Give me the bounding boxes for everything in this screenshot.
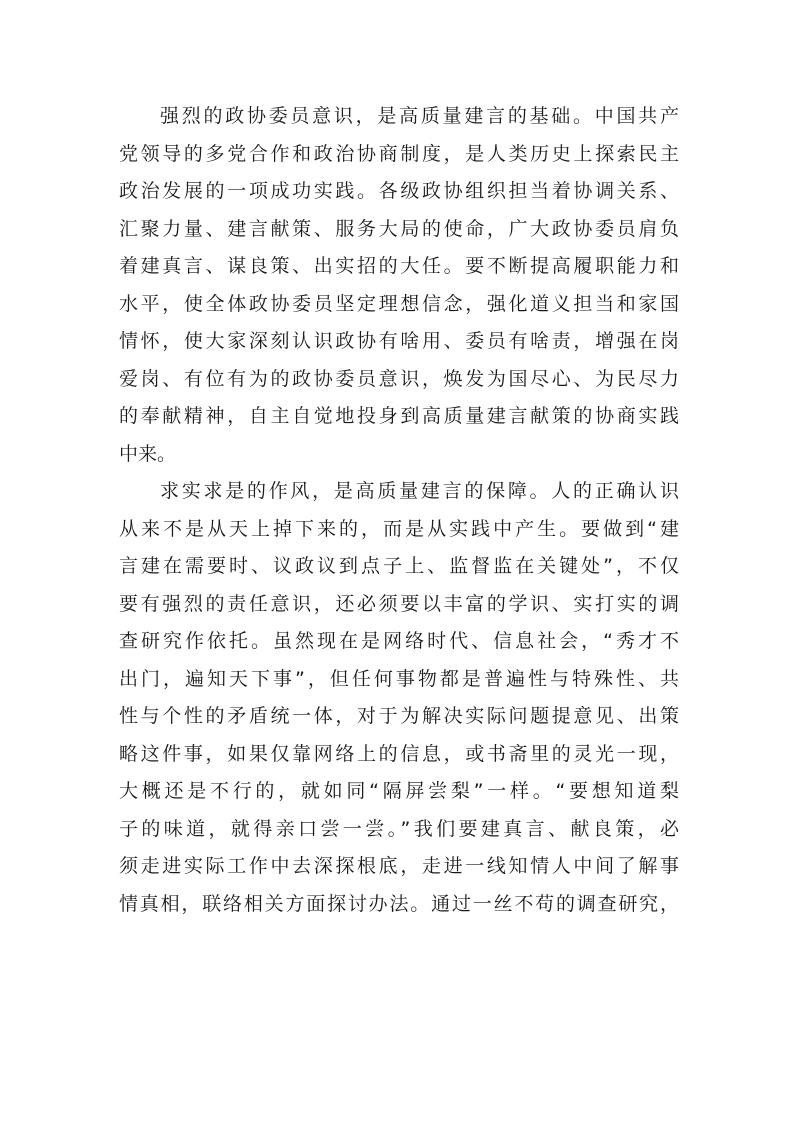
- text-line: 略这件事，如果仅靠网络上的信息，或书斋里的灵光一现，: [119, 742, 679, 765]
- text-line: 查研究作依托。虽然现在是网络时代、信息社会，“秀才不: [119, 630, 679, 652]
- text-line: 情怀，使大家深刻认识政协有啥用、委员有啥责，增强在岗: [119, 330, 679, 352]
- text-line: 性与个性的矛盾统一体，对于为解决实际问题提意见、出策: [119, 705, 679, 727]
- text-line: 求实求是的作风，是高质量建言的保障。人的正确认识: [160, 480, 679, 502]
- text-line: 情真相，联络相关方面探讨办法。通过一丝不苟的调查研究，: [119, 892, 679, 915]
- text-line: 要有强烈的责任意识，还必须要以丰富的学识、实打实的调: [119, 592, 679, 615]
- text-line: 的奉献精神，自主自觉地投身到高质量建言献策的协商实践: [119, 405, 679, 427]
- text-line: 子的味道，就得亲口尝一尝。”我们要建真言、献良策，必: [119, 817, 679, 840]
- text-line: 中来。: [119, 442, 177, 465]
- text-line: 水平，使全体政协委员坚定理想信念，强化道义担当和家国: [119, 292, 679, 315]
- text-line: 强烈的政协委员意识，是高质量建言的基础。中国共产: [160, 105, 679, 127]
- document-body: [119, 98, 679, 923]
- text-line: 须走进实际工作中去深探根底，走进一线知情人中间了解事: [119, 855, 679, 877]
- paragraph-1: [119, 98, 679, 473]
- text-line: 言建在需要时、议政议到点子上、监督监在关键处”，不仅: [119, 555, 679, 577]
- text-line: 政治发展的一项成功实践。各级政协组织担当着协调关系、: [119, 180, 679, 202]
- text-line: 汇聚力量、建言献策、服务大局的使命，广大政协委员肩负: [119, 217, 679, 240]
- text-line: 党领导的多党合作和政治协商制度，是人类历史上探索民主: [119, 142, 679, 165]
- text-line: 从来不是从天上掉下来的，而是从实践中产生。要做到“建: [119, 517, 679, 540]
- text-line: 出门，遍知天下事”，但任何事物都是普遍性与特殊性、共: [119, 667, 679, 690]
- text-line: 大概还是不行的，就如同“隔屏尝梨”一样。“要想知道梨: [119, 780, 679, 802]
- text-line: 爱岗、有位有为的政协委员意识，焕发为国尽心、为民尽力: [119, 367, 679, 390]
- paragraph-2: [119, 473, 679, 923]
- text-line: 着建真言、谋良策、出实招的大任。要不断提高履职能力和: [119, 255, 679, 277]
